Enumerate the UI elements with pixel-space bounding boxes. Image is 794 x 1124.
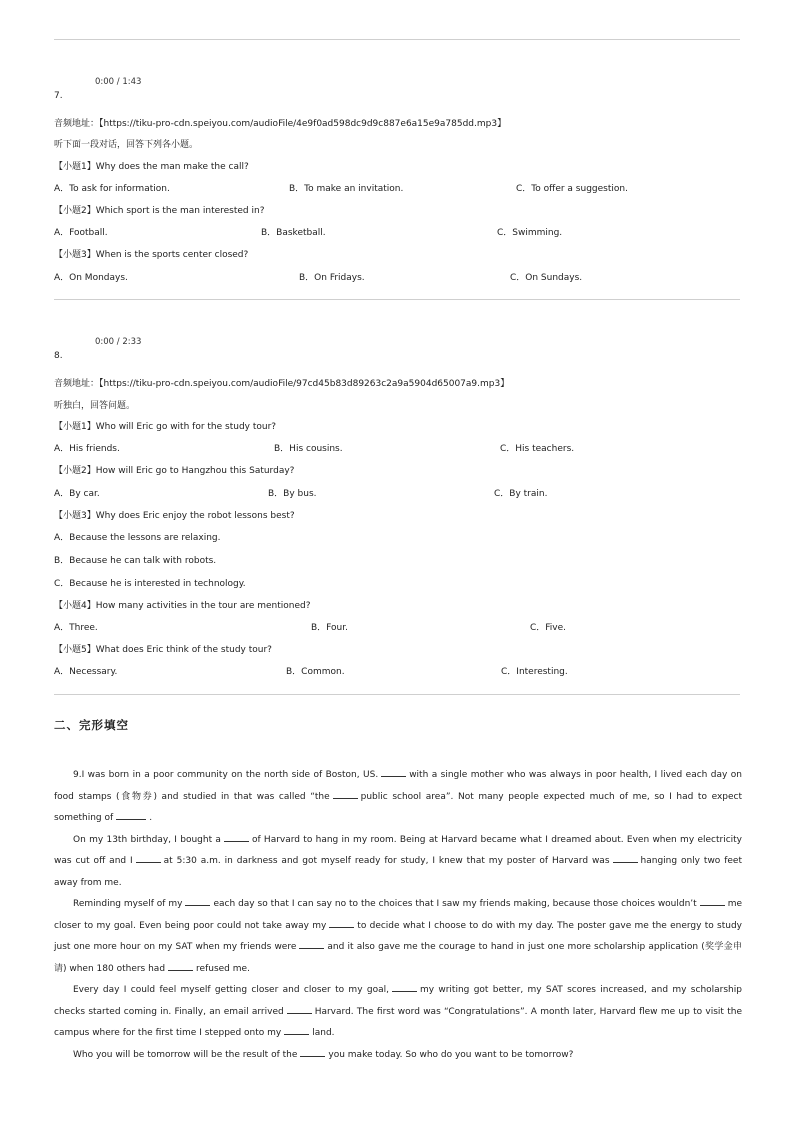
option-a: A．Three. <box>54 623 98 633</box>
blank[interactable] <box>392 983 417 992</box>
option-c: C．Swimming. <box>497 228 563 238</box>
blank[interactable] <box>329 919 354 928</box>
blank[interactable] <box>299 940 324 949</box>
top-divider <box>54 39 740 40</box>
option-a: A．Necessary. <box>54 667 118 677</box>
sub-question-stem: 【小题4】How many activities in the tour are mentioned? <box>54 601 311 611</box>
divider <box>54 694 740 695</box>
blank[interactable] <box>287 1005 312 1014</box>
audio-player-time[interactable]: 0:00 / 2:33 <box>95 337 142 347</box>
listening-instruction: 听下面一段对话，回答下列各小题。 <box>54 140 199 150</box>
option-c: C．Because he is interested in technology. <box>54 579 246 589</box>
blank[interactable] <box>284 1026 309 1035</box>
audio-address-link[interactable]: 音频地址：【https://tiku-pro-cdn.speiyou.com/audioFile/97cd45b83d89263c2a9a5904d65007a9.mp3】 <box>54 379 510 389</box>
blank[interactable] <box>116 811 146 820</box>
sub-question-stem: 【小题1】Who will Eric go with for the study tour? <box>54 422 277 432</box>
question-number: 7. <box>54 91 63 101</box>
audio-address-link[interactable]: 音频地址：【https://tiku-pro-cdn.speiyou.com/audioFile/4e9f0ad598dc9d9c887e6a15e9a785dd.mp3】 <box>54 119 507 129</box>
sub-question-stem: 【小题1】Why does the man make the call? <box>54 162 249 172</box>
option-a: A．By car. <box>54 489 100 499</box>
option-c: C．Five. <box>530 623 567 633</box>
option-b: B．On Fridays. <box>299 273 365 283</box>
option-b: B．By bus. <box>268 489 317 499</box>
cloze-passage <box>54 765 742 1066</box>
question-number: 8. <box>54 351 63 361</box>
blank[interactable] <box>136 854 161 863</box>
option-b: B．Four. <box>311 623 348 633</box>
option-a: A．On Mondays. <box>54 273 128 283</box>
option-a: A．Football. <box>54 228 108 238</box>
sub-question-stem: 【小题2】How will Eric go to Hangzhou this Saturday? <box>54 466 295 476</box>
option-b: B．Because he can talk with robots. <box>54 556 217 566</box>
option-a: A．His friends. <box>54 444 120 454</box>
sub-question-stem: 【小题5】What does Eric think of the study tour? <box>54 645 272 655</box>
option-b: B．His cousins. <box>274 444 343 454</box>
blank[interactable] <box>185 897 210 906</box>
option-b: B．Common. <box>286 667 345 677</box>
divider <box>54 299 740 300</box>
option-c: C．To offer a suggestion. <box>516 184 628 194</box>
paragraph-3: Reminding myself of my each day so that I can say no to the choices that I saw my friends making, because those choices wouldn’t me closer to my goal. Even being poor could not take away my to decide what I choose to do with my day. The poster gave me the energy to study just one more hour on my SAT when my friends were and it also gave me the courage to hand in just one more scholarship application (奖学金申请) when 180 others had refused me. <box>54 899 743 974</box>
option-c: C．By train. <box>494 489 548 499</box>
audio-player-time[interactable]: 0:00 / 1:43 <box>95 77 142 87</box>
blank[interactable] <box>224 833 249 842</box>
blank[interactable] <box>613 854 638 863</box>
blank[interactable] <box>300 1048 325 1057</box>
option-b: B．To make an invitation. <box>289 184 404 194</box>
blank[interactable] <box>700 897 725 906</box>
paragraph-4: Every day I could feel myself getting closer and closer to my goal, my writing got better, my SAT scores increased, and my scholarship checks started coming in. Finally, an email arrived Harvard. The first word was “Congratulations”. A month later, Harvard flew me up to visit the campus where for the first time I stepped onto my land. <box>54 985 742 1038</box>
blank[interactable] <box>333 790 358 799</box>
option-c: C．Interesting. <box>501 667 568 677</box>
option-b: B．Basketball. <box>261 228 326 238</box>
paragraph-2: On my 13th birthday, I bought a of Harvard to hang in my room. Being at Harvard became what I dreamed about. Even when my electricity was cut off and I at 5:30 a.m. in darkness and got myself ready for study, I knew that my poster of Harvard was hanging only two feet away from me. <box>54 834 742 888</box>
paragraph-1: 9.I was born in a poor community on the north side of Boston, US. with a single mother who was always in poor health, I lived each day on food stamps (食物券) and studied in that was called “the public school area”. Not many people expected much of me, so I had to expect something of . <box>54 770 742 823</box>
option-c: C．His teachers. <box>500 444 575 454</box>
paragraph-5: Who you will be tomorrow will be the result of the you make today. So who do you want to be tomorrow? <box>73 1049 574 1060</box>
blank[interactable] <box>168 962 193 971</box>
option-a: A．To ask for information. <box>54 184 170 194</box>
option-c: C．On Sundays. <box>510 273 583 283</box>
sub-question-stem: 【小题2】Which sport is the man interested in? <box>54 206 265 216</box>
listening-instruction: 听独白，回答问题。 <box>54 401 136 411</box>
section-title: 二、完形填空 <box>54 718 129 732</box>
sub-question-stem: 【小题3】Why does Eric enjoy the robot lessons best? <box>54 511 295 521</box>
option-a: A．Because the lessons are relaxing. <box>54 533 221 543</box>
blank[interactable] <box>381 768 406 777</box>
sub-question-stem: 【小题3】When is the sports center closed? <box>54 250 249 260</box>
